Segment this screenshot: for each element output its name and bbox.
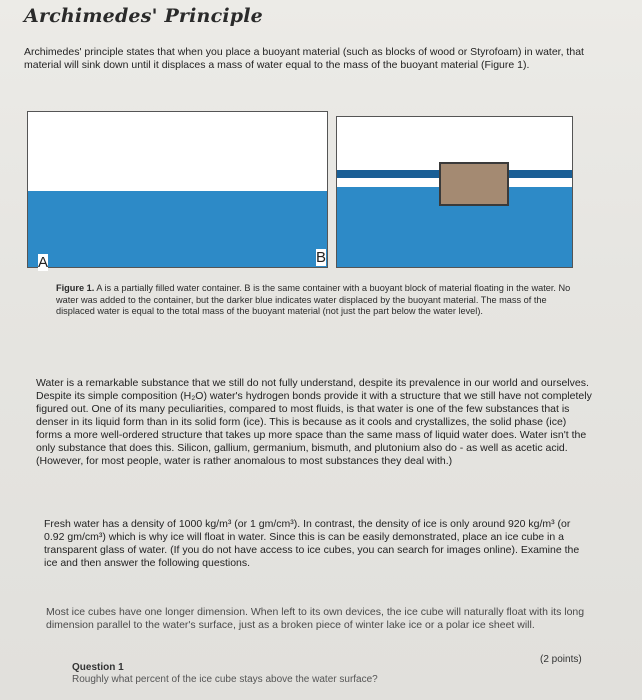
caption-heading: Figure 1. xyxy=(56,283,95,293)
figure-label-b: B xyxy=(316,249,327,266)
question-text: Roughly what percent of the ice cube stays above the water surface? xyxy=(72,674,378,685)
figure-container-b xyxy=(336,116,573,268)
density-paragraph: Fresh water has a density of 1000 kg/m³ (or 1 gm/cm³). In contrast, the density of ice is only around 920 kg/m³ (or 0.92 gm/cm³) which is why ice will float in water. Since this is can be easily demonstrated, place an ice cube in a transparent glass of water. (If you do not have access to ice cubes, you can search for images online). Examine the ice and then answer the following questions. xyxy=(44,518,580,569)
intro-paragraph: Archimedes' principle states that when you place a buoyant material (such as blocks of wood or Styrofoam) in water, that material will sink down until it displaces a mass of water equal to the mass of the buoyant material (Figure 1). xyxy=(24,46,584,71)
displaced-water-label: displaced water xyxy=(351,177,415,186)
water-a xyxy=(28,191,327,267)
ice-cube-paragraph: Most ice cubes have one longer dimension. When left to its own devices, the ice cube will naturally float with its long dimension parallel to the water's surface, just as a broken piece of winter lake ice or a polar ice sheet will. xyxy=(46,606,585,631)
page-title: Archimedes' Principle xyxy=(24,5,263,27)
water-paragraph: Water is a remarkable substance that we still do not fully understand, despite its prevalence in our world and ourselves. Despite its simple composition (H₂O) water's hydrogen bonds provide it with a structure that we still have not completely figured out. One of its many peculiarities, compared to most fluids, is that water is one of the few substances that is denser in its liquid form than in its solid form (ice). This is because as it cools and crystallizes, the solid phase (ice) forms a more well-ordered structure that takes up more space than the same mass of liquid water does. Water isn't the only substance that does this. Silicon, gallium, germanium, bismuth, and plutonium also do - as well as acetic acid. (However, for most people, water is rather anomalous to most substances they deal with.) xyxy=(36,377,592,467)
caption-text: A is a partially filled water container. B is the same container with a buoyant block of material floating in the water. No water was added to the container, but the darker blue indicates water displaced by the buoyant material. The mass of the displaced water is equal to the total mass of the buoyant material (not just the part below the water level). xyxy=(56,283,571,316)
figure-container-a xyxy=(27,111,328,268)
figure-caption xyxy=(56,283,581,318)
question-title: Question 1 xyxy=(72,662,124,673)
figure-label-a: A xyxy=(38,254,49,271)
buoyant-block xyxy=(439,162,509,206)
question-points: (2 points) xyxy=(540,654,582,665)
